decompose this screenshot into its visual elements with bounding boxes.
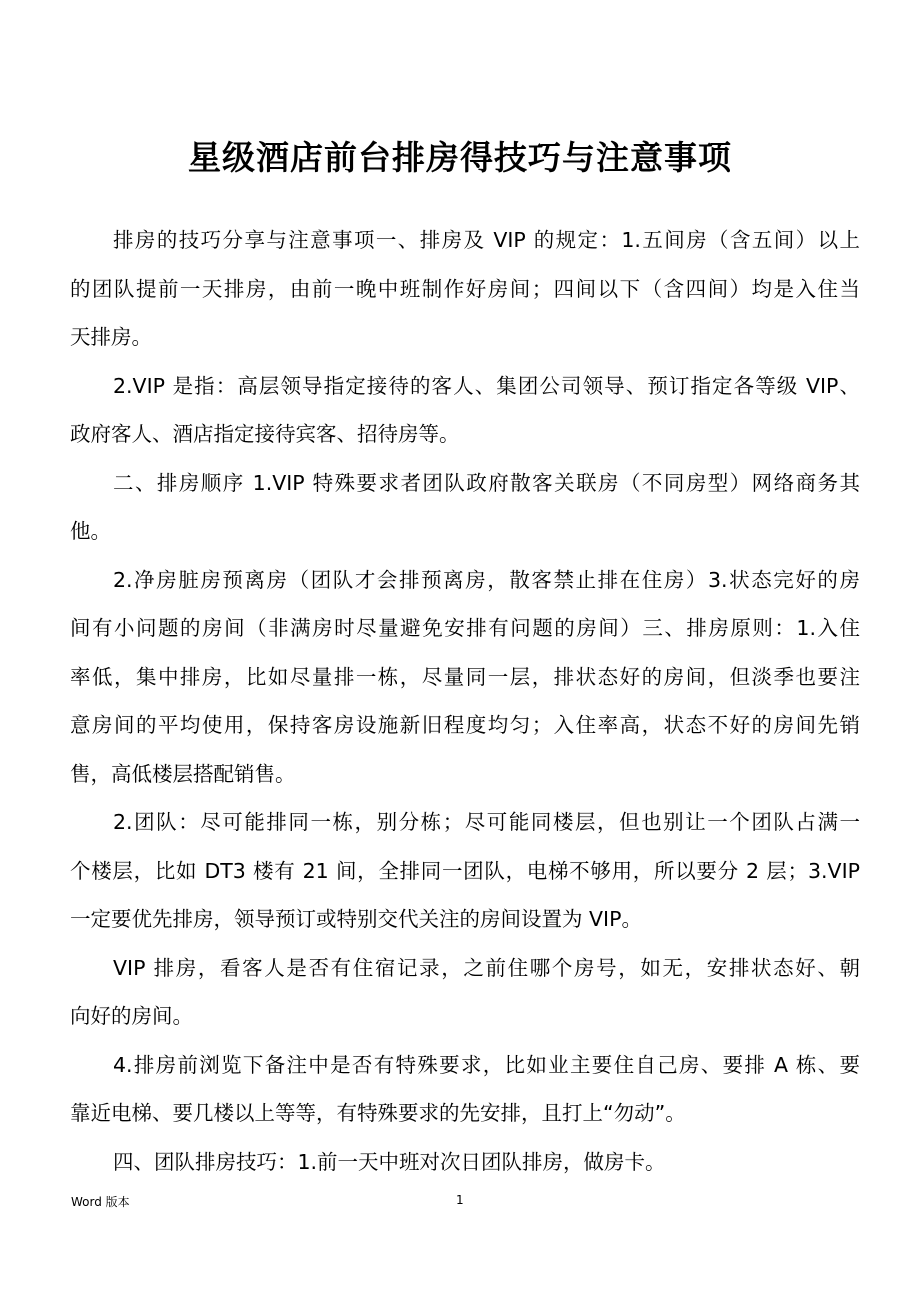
paragraph-line: 四、团队排房技巧：1.前一天中班对次日团队排房，做房卡。 [113,1149,666,1174]
paragraph-line: 排房的技巧分享与注意事项一、排房及 VIP 的规定：1.五间房（含五间）以上 [113,228,860,252]
footer-label: Word 版本 [71,1195,130,1209]
paragraph-line: 间有小问题的房间（非满房时尽量避免安排有问题的房间）三、排房原则：1.入住 [70,616,860,640]
paragraph-line: 靠近电梯、要几楼以上等等，有特殊要求的先安排，且打上“勿动”。 [70,1101,686,1125]
paragraph-line: 个楼层，比如 DT3 楼有 21 间，全排同一团队，电梯不够用，所以要分 2 层；3.VIP [70,858,860,883]
paragraph-line: VIP 排房，看客人是否有住宿记录，之前住哪个房号，如无，安排状态好、朝 [113,955,860,980]
paragraph-line: 的团队提前一天排房，由前一晚中班制作好房间；四间以下（含四间）均是入住当 [70,276,860,301]
paragraph-line: 一定要优先排房，领导预订或特别交代关注的房间设置为 VIP。 [70,907,642,931]
paragraph-line: 他。 [70,519,111,543]
paragraph-line: 政府客人、酒店指定接待宾客、招待房等。 [70,422,460,446]
paragraph-line: 率低，集中排房，比如尽量排一栋，尽量同一层，排状态好的房间，但淡季也要注 [70,664,860,689]
paragraph-line: 二、排房顺序 1.VIP 特殊要求者团队政府散客关联房（不同房型）网络商务其 [113,470,860,495]
page-number: 1 [456,1193,464,1207]
paragraph-line: 4.排房前浏览下备注中是否有特殊要求，比如业主要住自己房、要排 A 栋、要 [113,1052,860,1077]
paragraph-line: 2.VIP 是指：高层领导指定接待的客人、集团公司领导、预订指定各等级 VIP、 [113,373,860,398]
paragraph-line: 向好的房间。 [70,1004,193,1028]
document-title: 星级酒店前台排房得技巧与注意事项 [188,138,732,177]
paragraph-line: 2.净房脏房预离房（团队才会排预离房，散客禁止排在住房）3.状态完好的房 [113,567,860,592]
document-body [70,216,860,1186]
paragraph-line: 2.团队：尽可能排同一栋，别分栋；尽可能同楼层，但也别让一个团队占满一 [113,810,860,834]
paragraph-line: 意房间的平均使用，保持客房设施新旧程度均匀；入住率高，状态不好的房间先销 [70,713,860,737]
paragraph-line: 售，高低楼层搭配销售。 [70,761,296,786]
paragraph-line: 天排房。 [70,325,152,349]
